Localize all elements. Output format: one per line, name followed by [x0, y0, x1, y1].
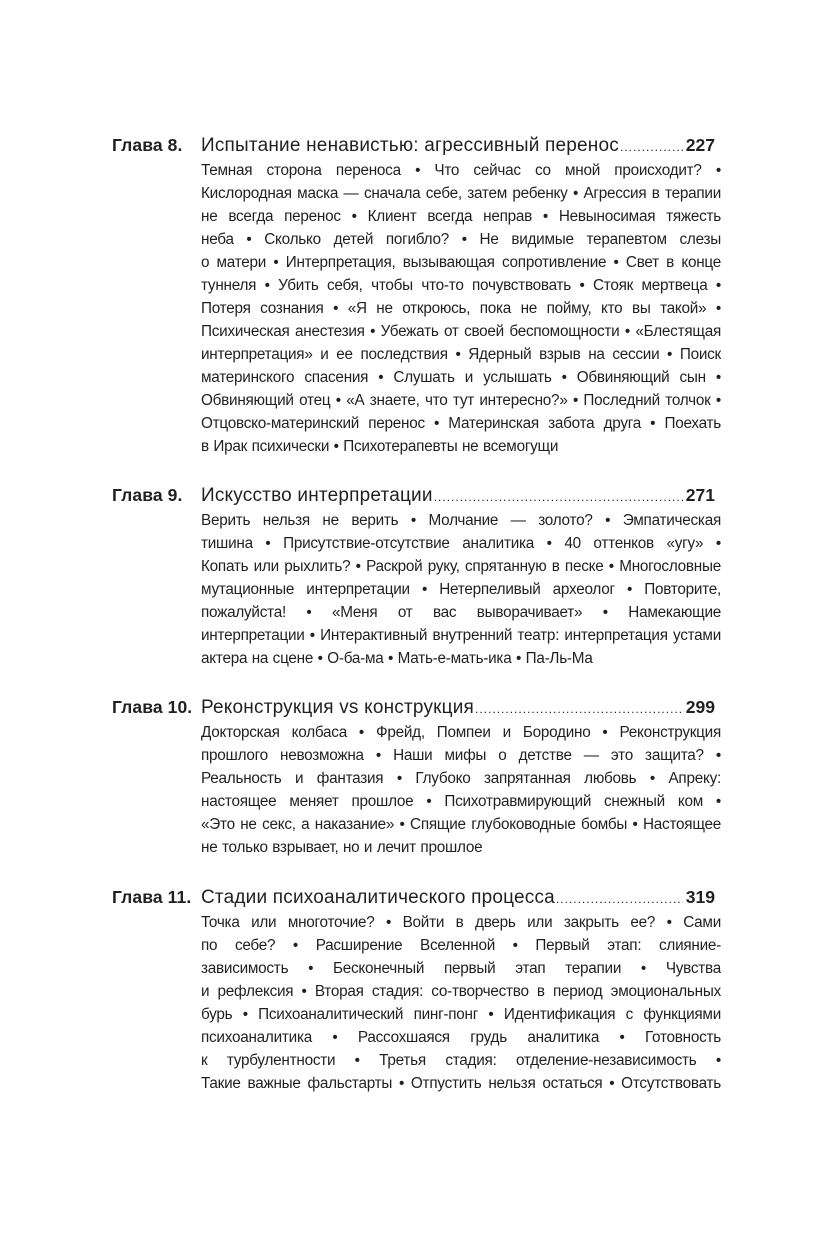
subtopic-line: материнского спасения • Слушать и услышать • Обвиняющий сын •: [201, 369, 721, 386]
subtopic-line: Копать или рыхлить? • Раскрой руку, спрятанную в песке • Многословные: [201, 558, 721, 575]
subtopic-line: Отцовско-материнский перенос • Материнская забота друга • Поехать: [201, 415, 721, 432]
chapter-page-number: 227: [685, 135, 715, 155]
dot-leader: [556, 887, 683, 911]
subtopic-line: Такие важные фальстарты • Отпустить нельзя остаться • Отсутствовать: [201, 1075, 721, 1092]
dot-leader: [620, 135, 683, 159]
chapter-title: Искусство интерпретации: [201, 485, 433, 506]
chapter-title-row: [201, 695, 715, 721]
chapter-title-row: [201, 885, 715, 911]
chapter-number: Глава 8.: [112, 135, 183, 155]
chapter-subtopics: [201, 911, 721, 1095]
subtopic-line: зависимость • Бесконечный первый этап терапии • Чувства: [201, 960, 721, 977]
chapter-title-row: [201, 133, 715, 159]
chapter-subtopics: [201, 509, 721, 670]
subtopic-line: мутационные интерпретации • Нетерпеливый археолог • Повторите,: [201, 581, 721, 598]
toc-entry-chapter-11: [112, 885, 721, 1092]
toc-entry-chapter-9: [112, 483, 721, 667]
subtopic-line: актера на сцене • О-ба-ма • Мать-е-мать-ика • Па-Ль-Ма: [201, 650, 593, 667]
subtopic-line: Реальность и фантазия • Глубоко запрятанная любовь • Апреку:: [201, 770, 721, 787]
subtopic-line: тишина • Присутствие-отсутствие аналитика • 40 оттенков «угу» •: [201, 535, 721, 552]
chapter-title: Испытание ненавистью: агрессивный перенос: [201, 135, 619, 156]
subtopic-line: о матери • Интерпретация, вызывающая сопротивление • Свет в конце: [201, 254, 721, 271]
subtopic-line: Темная сторона переноса • Что сейчас со мной происходит? •: [201, 162, 721, 179]
chapter-page-number: 319: [685, 887, 715, 907]
subtopic-line: к турбулентности • Третья стадия: отделение-независимость •: [201, 1052, 721, 1069]
subtopic-line: интерпретация» и ее последствия • Ядерный взрыв на сессии • Поиск: [201, 346, 721, 363]
chapter-title-row: [201, 483, 715, 509]
chapter-page-number: 299: [685, 697, 715, 717]
chapter-number: Глава 10.: [112, 697, 193, 717]
subtopic-line: «Это не секс, а наказание» • Спящие глубоководные бомбы • Настоящее: [201, 816, 721, 833]
subtopic-line: неба • Сколько детей погибло? • Не видимые терапевтом слезы: [201, 231, 721, 248]
dot-leader: [475, 697, 683, 721]
subtopic-line: в Ирак психически • Психотерапевты не всемогущи: [201, 438, 559, 455]
subtopic-line: интерпретации • Интерактивный внутренний театр: интерпретация устами: [201, 627, 721, 644]
subtopic-line: не только взрывает, но и лечит прошлое: [201, 839, 483, 856]
subtopic-line: Верить нельзя не верить • Молчание — золото? • Эмпатическая: [201, 512, 721, 529]
chapter-title: Реконструкция vs конструкция: [201, 697, 475, 718]
chapter-subtopics: [201, 721, 721, 859]
toc-entry-chapter-10: [112, 695, 721, 856]
subtopic-line: Точка или многоточие? • Войти в дверь или закрыть ее? • Сами: [201, 914, 721, 931]
chapter-number: Глава 11.: [112, 887, 192, 907]
subtopic-line: Потеря сознания • «Я не откроюсь, пока не пойму, кто вы такой» •: [201, 300, 721, 317]
chapter-subtopics: [201, 159, 721, 458]
subtopic-line: психоаналитика • Рассохшаяся грудь аналитика • Готовность: [201, 1029, 721, 1046]
chapter-page-number: 271: [685, 485, 715, 505]
subtopic-line: и рефлексия • Вторая стадия: со-творчество в период эмоциональных: [201, 983, 721, 1000]
subtopic-line: по себе? • Расширение Вселенной • Первый этап: слияние-: [201, 937, 721, 954]
subtopic-line: Обвиняющий отец • «А знаете, что тут интересно?» • Последний толчок •: [201, 392, 721, 409]
toc-entry-chapter-8: [112, 133, 721, 455]
subtopic-line: туннеля • Убить себя, чтобы что-то почувствовать • Стояк мертвеца •: [201, 277, 721, 294]
chapter-number: Глава 9.: [112, 485, 183, 505]
subtopic-line: пожалуйста! • «Меня от вас выворачивает» • Намекающие: [201, 604, 721, 621]
subtopic-line: настоящее меняет прошлое • Психотравмирующий снежный ком •: [201, 793, 721, 810]
subtopic-line: прошлого невозможна • Наши мифы о детстве — это защита? •: [201, 747, 721, 764]
subtopic-line: Кислородная маска — сначала себе, затем ребенку • Агрессия в терапии: [201, 185, 721, 202]
dot-leader: [434, 485, 683, 509]
chapter-title: Стадии психоаналитического процесса: [201, 887, 555, 908]
subtopic-line: Психическая анестезия • Убежать от своей беспомощности • «Блестящая: [201, 323, 721, 340]
subtopic-line: бурь • Психоаналитический пинг-понг • Идентификация с функциями: [201, 1006, 721, 1023]
subtopic-line: не всегда перенос • Клиент всегда неправ • Невыносимая тяжесть: [201, 208, 721, 225]
subtopic-line: Докторская колбаса • Фрейд, Помпеи и Бородино • Реконструкция: [201, 724, 721, 741]
